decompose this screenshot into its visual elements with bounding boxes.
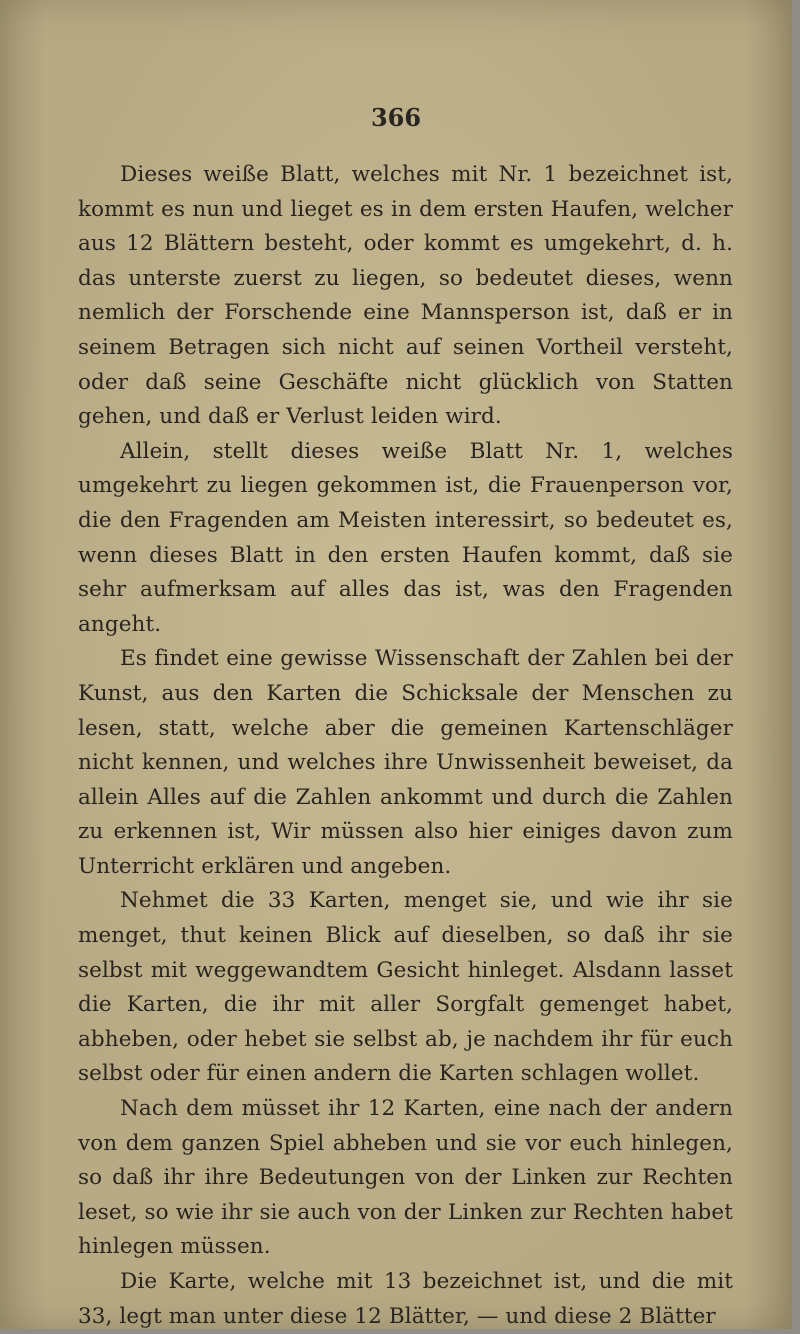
paragraph: Die Karte, welche mit 13 bezeichnet ist, und die mit 33, legt man unter diese 12 Blätter, — und diese 2 Blätter [78,1269,733,1329]
paragraph: Nach dem müsset ihr 12 Karten, eine nach der andern von dem ganzen Spiel abheben und sie vor euch hinlegen, so daß ihr ihre Bedeutungen von der Linken zur Rechten leset, so wie ihr sie auch von der Linken zur Rechten habet hinlegen müssen. [78,1096,733,1260]
paragraph: Es findet eine gewisse Wissenschaft der Zahlen bei der Kunst, aus den Karten die Schicksale der Menschen zu lesen, statt, welche aber die gemeinen Kartenschläger nicht kennen, und welches ihre Unwissenheit beweiset, da allein Alles auf die Zahlen ankommt und durch die Zahlen zu erkennen ist, Wir müssen also hier einiges davon zum Unterricht erklären und angeben. [78,646,733,879]
paragraph: Dieses weiße Blatt, welches mit Nr. 1 bezeichnet ist, kommt es nun und lieget es in dem ersten Haufen, welcher aus 12 Blättern besteht, oder kommt es umgekehrt, d. h. das unterste zuerst zu liegen, so bedeutet dieses, wenn nemlich der Forschende eine Mannsperson ist, daß er in seinem Betragen sich nicht auf seinen Vortheil versteht, oder daß seine Geschäfte nicht glücklich von Statten gehen, und daß er Verlust leiden wird. [78,162,733,430]
paragraph: Nehmet die 33 Karten, menget sie, und wie ihr sie menget, thut keinen Blick auf dieselben, so daß ihr sie selbst mit weggewandtem Gesicht hinleget. Alsdann lasset die Karten, die ihr mit aller Sorgfalt gemenget habet, abheben, oder hebet sie selbst ab, je nachdem ihr für euch selbst oder für einen andern die Karten schlagen wollet. [78,888,733,1087]
scan-edge [792,0,800,1329]
paragraph: Allein, stellt dieses weiße Blatt Nr. 1, welches umgekehrt zu liegen gekommen ist, die Frauenperson vor, die den Fragenden am Meisten interessirt, so bedeutet es, wenn dieses Blatt in den ersten Haufen kommt, daß sie sehr aufmerksam auf alles das ist, was den Fragenden angeht. [78,438,733,637]
body-text [78,158,733,1334]
page-number: 366 [370,103,422,132]
